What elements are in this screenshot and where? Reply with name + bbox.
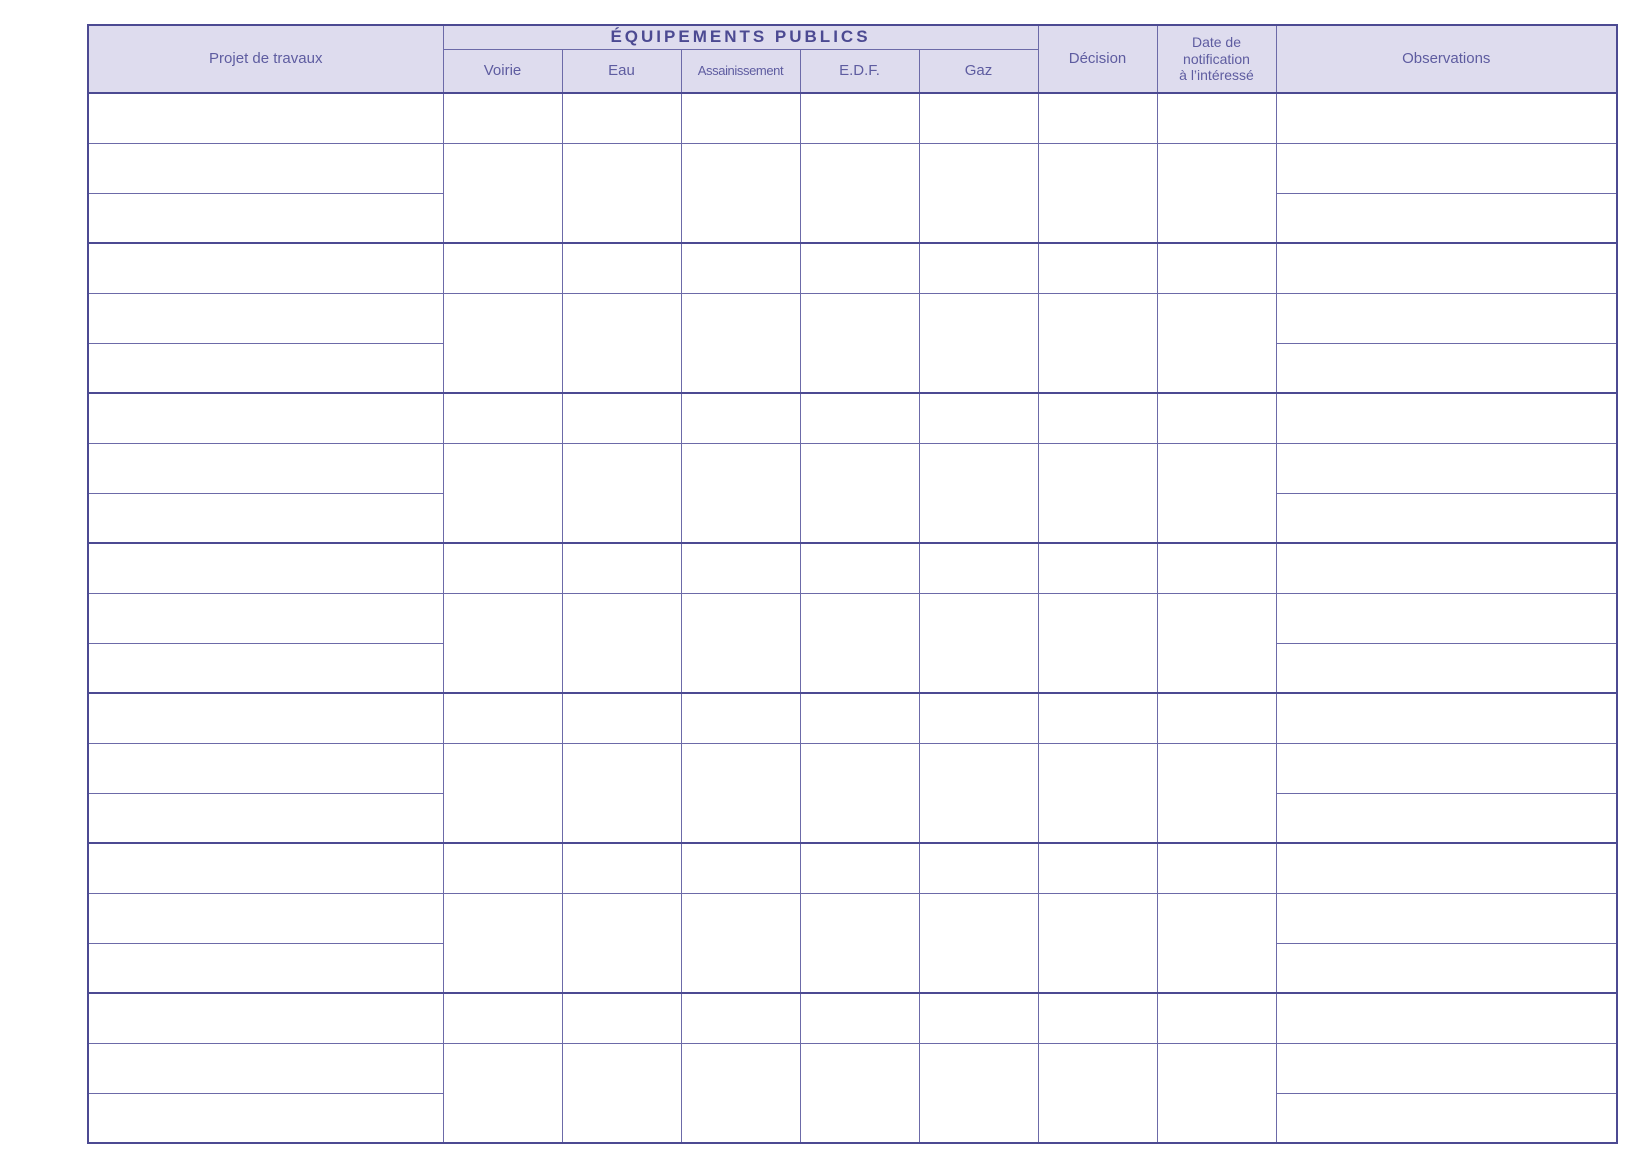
edf-cell[interactable]	[800, 393, 919, 443]
date-notification-cell[interactable]	[1157, 93, 1276, 143]
assainissement-cell[interactable]	[681, 693, 800, 743]
assainissement-cell[interactable]	[681, 1043, 800, 1143]
assainissement-cell[interactable]	[681, 443, 800, 543]
gaz-cell[interactable]	[919, 393, 1038, 443]
assainissement-cell[interactable]	[681, 243, 800, 293]
projet-cell[interactable]	[88, 843, 443, 893]
date-notification-cell[interactable]	[1157, 243, 1276, 293]
decision-cell[interactable]	[1038, 543, 1157, 593]
eau-cell[interactable]	[562, 593, 681, 693]
header-decision: Décision	[1038, 25, 1157, 93]
assainissement-cell[interactable]	[681, 93, 800, 143]
projet-cell[interactable]	[88, 643, 443, 693]
eau-cell[interactable]	[562, 443, 681, 543]
header-date-notification	[1157, 25, 1276, 93]
observations-cell[interactable]	[1276, 1093, 1617, 1143]
decision-cell[interactable]	[1038, 993, 1157, 1043]
gaz-cell[interactable]	[919, 743, 1038, 843]
observations-cell[interactable]	[1276, 493, 1617, 543]
eau-cell[interactable]	[562, 143, 681, 243]
projet-cell[interactable]	[88, 93, 443, 143]
gaz-cell[interactable]	[919, 143, 1038, 243]
decision-cell[interactable]	[1038, 743, 1157, 843]
edf-cell[interactable]	[800, 1043, 919, 1143]
observations-cell[interactable]	[1276, 943, 1617, 993]
voirie-cell[interactable]	[443, 393, 562, 443]
projet-cell[interactable]	[88, 343, 443, 393]
edf-cell[interactable]	[800, 143, 919, 243]
voirie-cell[interactable]	[443, 243, 562, 293]
decision-cell[interactable]	[1038, 443, 1157, 543]
edf-cell[interactable]	[800, 993, 919, 1043]
date-notification-cell[interactable]	[1157, 743, 1276, 843]
header-edf: E.D.F.	[800, 49, 919, 93]
edf-cell[interactable]	[800, 743, 919, 843]
table-row	[88, 743, 1617, 793]
date-notification-cell[interactable]	[1157, 443, 1276, 543]
eau-cell[interactable]	[562, 993, 681, 1043]
table-row	[88, 243, 1617, 293]
header-voirie: Voirie	[443, 49, 562, 93]
projet-cell[interactable]	[88, 543, 443, 593]
decision-cell[interactable]	[1038, 843, 1157, 893]
date-notification-cell[interactable]	[1157, 693, 1276, 743]
gaz-cell[interactable]	[919, 93, 1038, 143]
assainissement-cell[interactable]	[681, 843, 800, 893]
voirie-cell[interactable]	[443, 693, 562, 743]
observations-cell[interactable]	[1276, 843, 1617, 893]
projet-cell[interactable]	[88, 243, 443, 293]
voirie-cell[interactable]	[443, 593, 562, 693]
date-notification-cell[interactable]	[1157, 893, 1276, 993]
observations-cell[interactable]	[1276, 543, 1617, 593]
observations-cell[interactable]	[1276, 343, 1617, 393]
projet-cell[interactable]	[88, 393, 443, 443]
table-row	[88, 843, 1617, 893]
decision-cell[interactable]	[1038, 593, 1157, 693]
projet-cell[interactable]	[88, 943, 443, 993]
table-row	[88, 693, 1617, 743]
projet-cell[interactable]	[88, 593, 443, 643]
observations-cell[interactable]	[1276, 593, 1617, 643]
edf-cell[interactable]	[800, 893, 919, 993]
table-row	[88, 293, 1617, 343]
decision-cell[interactable]	[1038, 143, 1157, 243]
table-row	[88, 893, 1617, 943]
voirie-cell[interactable]	[443, 543, 562, 593]
eau-cell[interactable]	[562, 243, 681, 293]
projet-cell[interactable]	[88, 193, 443, 243]
edf-cell[interactable]	[800, 443, 919, 543]
gaz-cell[interactable]	[919, 1043, 1038, 1143]
date-notification-cell[interactable]	[1157, 593, 1276, 693]
projet-cell[interactable]	[88, 693, 443, 743]
projet-cell[interactable]	[88, 1043, 443, 1093]
eau-cell[interactable]	[562, 543, 681, 593]
observations-cell[interactable]	[1276, 993, 1617, 1043]
observations-cell[interactable]	[1276, 93, 1617, 143]
assainissement-cell[interactable]	[681, 393, 800, 443]
eau-cell[interactable]	[562, 893, 681, 993]
table-row	[88, 93, 1617, 143]
edf-cell[interactable]	[800, 593, 919, 693]
projet-cell[interactable]	[88, 793, 443, 843]
table-body	[88, 93, 1617, 1143]
observations-cell[interactable]	[1276, 793, 1617, 843]
header-date-notification-line3: à l’intéressé	[1179, 67, 1254, 84]
voirie-cell[interactable]	[443, 743, 562, 843]
voirie-cell[interactable]	[443, 143, 562, 243]
date-notification-cell[interactable]	[1157, 843, 1276, 893]
decision-cell[interactable]	[1038, 393, 1157, 443]
observations-cell[interactable]	[1276, 143, 1617, 193]
gaz-cell[interactable]	[919, 993, 1038, 1043]
table-row	[88, 443, 1617, 493]
date-notification-cell[interactable]	[1157, 143, 1276, 243]
voirie-cell[interactable]	[443, 293, 562, 393]
date-notification-cell[interactable]	[1157, 993, 1276, 1043]
header-gaz: Gaz	[919, 49, 1038, 93]
gaz-cell[interactable]	[919, 693, 1038, 743]
eau-cell[interactable]	[562, 1043, 681, 1143]
observations-cell[interactable]	[1276, 393, 1617, 443]
voirie-cell[interactable]	[443, 893, 562, 993]
eau-cell[interactable]	[562, 93, 681, 143]
gaz-cell[interactable]	[919, 893, 1038, 993]
voirie-cell[interactable]	[443, 993, 562, 1043]
date-notification-cell[interactable]	[1157, 543, 1276, 593]
assainissement-cell[interactable]	[681, 993, 800, 1043]
assainissement-cell[interactable]	[681, 143, 800, 243]
gaz-cell[interactable]	[919, 593, 1038, 693]
header-projet-de-travaux: Projet de travaux	[88, 25, 443, 93]
projet-cell[interactable]	[88, 743, 443, 793]
voirie-cell[interactable]	[443, 443, 562, 543]
header-date-notification-line2: notification	[1183, 50, 1250, 67]
edf-cell[interactable]	[800, 693, 919, 743]
table-row	[88, 393, 1617, 443]
header-observations: Observations	[1276, 25, 1617, 93]
observations-cell[interactable]	[1276, 643, 1617, 693]
edf-cell[interactable]	[800, 293, 919, 393]
form-sheet	[87, 24, 1618, 1144]
edf-cell[interactable]	[800, 543, 919, 593]
observations-cell[interactable]	[1276, 243, 1617, 293]
voirie-cell[interactable]	[443, 843, 562, 893]
works-register-table	[87, 24, 1618, 1144]
header-assainissement: Assainissement	[681, 49, 800, 93]
eau-cell[interactable]	[562, 393, 681, 443]
eau-cell[interactable]	[562, 693, 681, 743]
decision-cell[interactable]	[1038, 93, 1157, 143]
projet-cell[interactable]	[88, 993, 443, 1043]
assainissement-cell[interactable]	[681, 543, 800, 593]
table-row	[88, 1043, 1617, 1093]
table-row	[88, 543, 1617, 593]
voirie-cell[interactable]	[443, 1043, 562, 1143]
observations-cell[interactable]	[1276, 743, 1617, 793]
decision-cell[interactable]	[1038, 693, 1157, 743]
edf-cell[interactable]	[800, 93, 919, 143]
decision-cell[interactable]	[1038, 1043, 1157, 1143]
edf-cell[interactable]	[800, 843, 919, 893]
table-row	[88, 143, 1617, 193]
eau-cell[interactable]	[562, 293, 681, 393]
date-notification-cell[interactable]	[1157, 293, 1276, 393]
projet-cell[interactable]	[88, 1093, 443, 1143]
gaz-cell[interactable]	[919, 443, 1038, 543]
date-notification-cell[interactable]	[1157, 1043, 1276, 1143]
decision-cell[interactable]	[1038, 293, 1157, 393]
table-row	[88, 993, 1617, 1043]
decision-cell[interactable]	[1038, 243, 1157, 293]
header-equipements-publics: ÉQUIPEMENTS PUBLICS	[443, 25, 1038, 49]
gaz-cell[interactable]	[919, 293, 1038, 393]
gaz-cell[interactable]	[919, 243, 1038, 293]
assainissement-cell[interactable]	[681, 293, 800, 393]
edf-cell[interactable]	[800, 243, 919, 293]
observations-cell[interactable]	[1276, 693, 1617, 743]
projet-cell[interactable]	[88, 893, 443, 943]
header-date-notification-line1: Date de	[1191, 33, 1242, 50]
observations-cell[interactable]	[1276, 193, 1617, 243]
observations-cell[interactable]	[1276, 443, 1617, 493]
projet-cell[interactable]	[88, 493, 443, 543]
voirie-cell[interactable]	[443, 93, 562, 143]
observations-cell[interactable]	[1276, 893, 1617, 943]
decision-cell[interactable]	[1038, 893, 1157, 993]
observations-cell[interactable]	[1276, 1043, 1617, 1093]
projet-cell[interactable]	[88, 143, 443, 193]
eau-cell[interactable]	[562, 843, 681, 893]
gaz-cell[interactable]	[919, 543, 1038, 593]
projet-cell[interactable]	[88, 443, 443, 493]
assainissement-cell[interactable]	[681, 593, 800, 693]
table-header	[88, 25, 1617, 93]
assainissement-cell[interactable]	[681, 743, 800, 843]
table-row	[88, 593, 1617, 643]
eau-cell[interactable]	[562, 743, 681, 843]
assainissement-cell[interactable]	[681, 893, 800, 993]
observations-cell[interactable]	[1276, 293, 1617, 343]
projet-cell[interactable]	[88, 293, 443, 343]
date-notification-cell[interactable]	[1157, 393, 1276, 443]
header-eau: Eau	[562, 49, 681, 93]
gaz-cell[interactable]	[919, 843, 1038, 893]
